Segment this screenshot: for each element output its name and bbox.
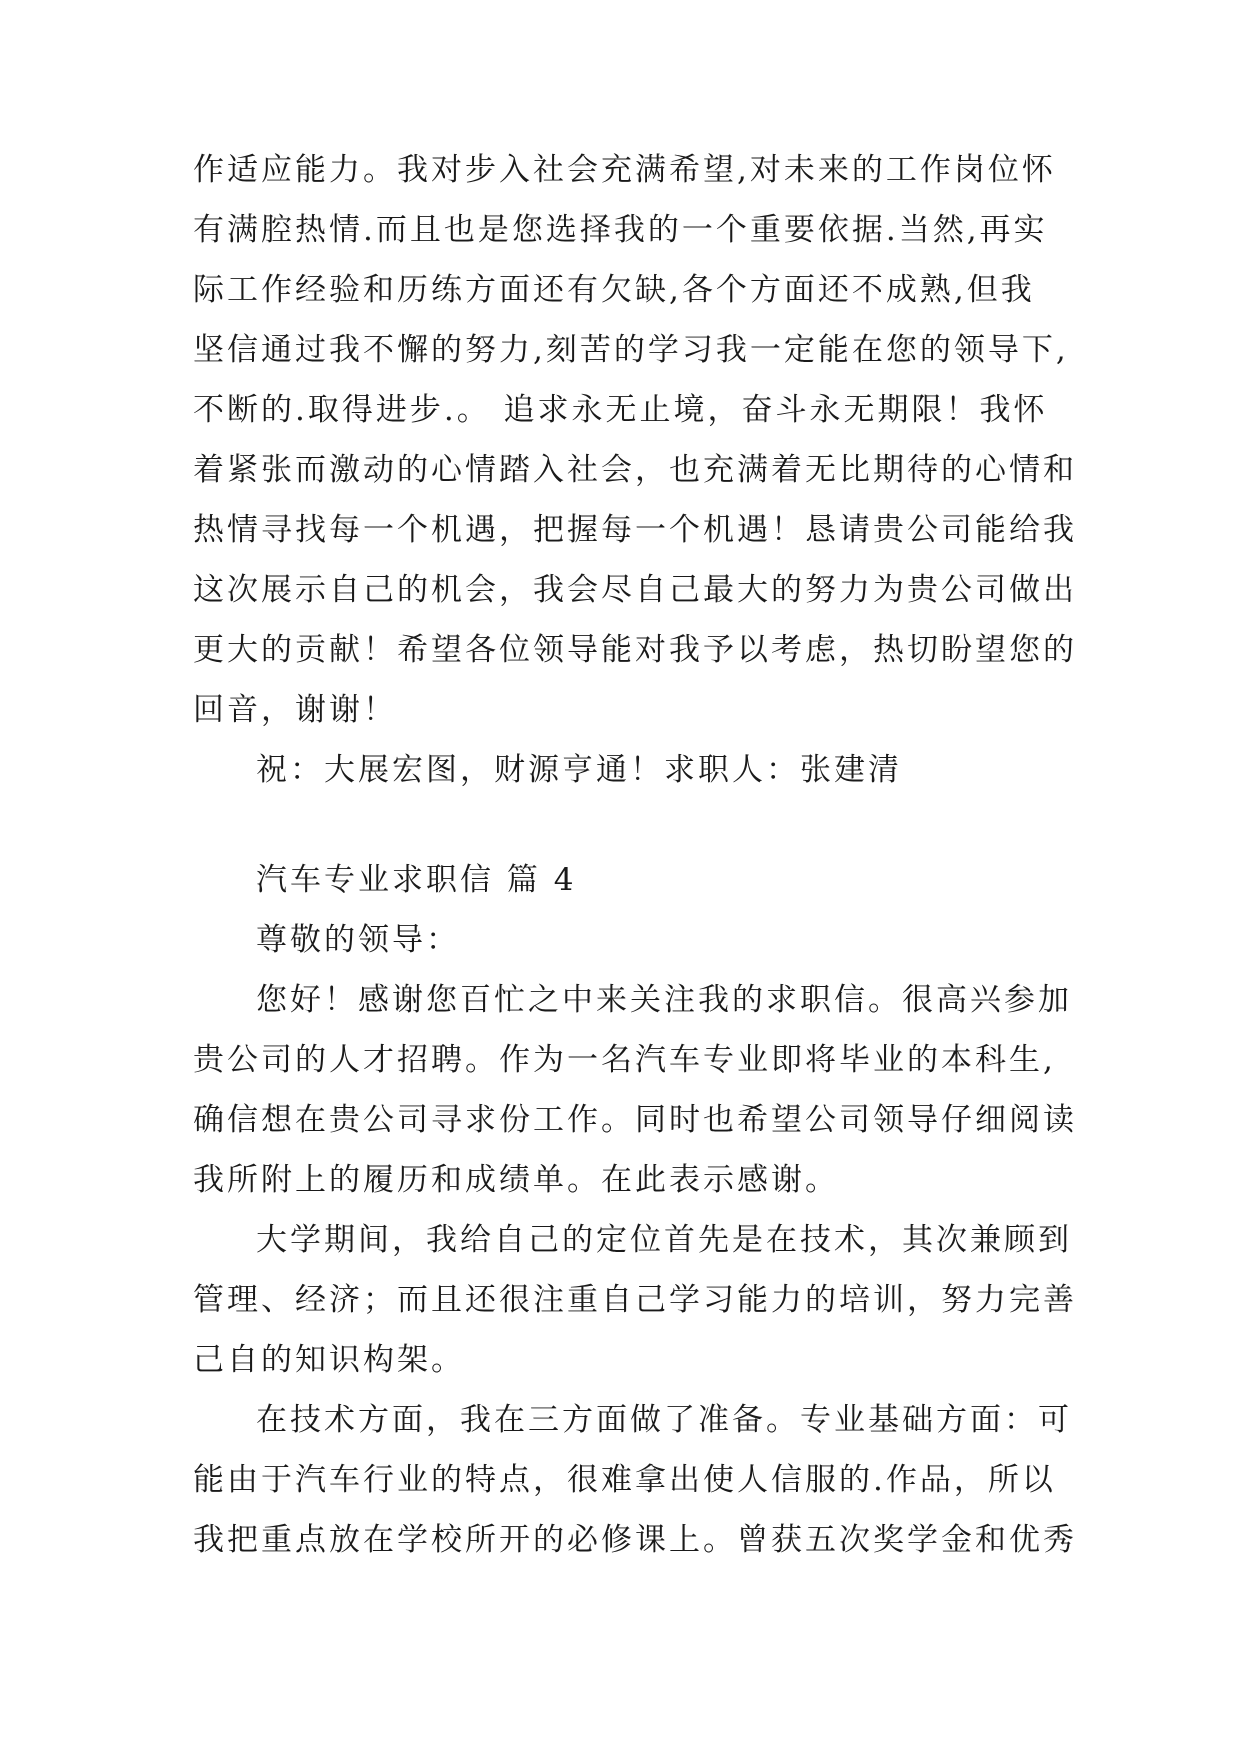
text-line: 大学期间，我给自己的定位首先是在技术，其次兼顾到 xyxy=(256,1222,1072,1258)
text-line: 回音，谢谢！ xyxy=(193,692,397,728)
text-line: 热情寻找每一个机遇，把握每一个机遇！恳请贵公司能给我 xyxy=(193,512,1077,548)
text-line: 我所附上的履历和成绩单。在此表示感谢。 xyxy=(193,1162,839,1198)
text-line: 在技术方面，我在三方面做了准备。专业基础方面：可 xyxy=(256,1402,1072,1438)
section-heading: 汽车专业求职信 篇 4 xyxy=(256,862,577,898)
text-line: 这次展示自己的机会，我会尽自己最大的努力为贵公司做出 xyxy=(193,572,1077,608)
text-line: 您好！感谢您百忙之中来关注我的求职信。很高兴参加 xyxy=(256,982,1072,1018)
text-line: 际工作经验和历练方面还有欠缺,各个方面还不成熟,但我 xyxy=(193,272,1035,308)
closing-line: 祝：大展宏图，财源亨通！求职人：张建清 xyxy=(256,752,902,788)
text-line: 更大的贡献！希望各位领导能对我予以考虑，热切盼望您的 xyxy=(193,632,1077,668)
text-line: 贵公司的人才招聘。作为一名汽车专业即将毕业的本科生, xyxy=(193,1042,1056,1078)
text-line: 不断的.取得进步.。 追求永无止境，奋斗永无期限！我怀 xyxy=(193,392,1048,428)
text-line: 着紧张而激动的心情踏入社会，也充满着无比期待的心情和 xyxy=(193,452,1077,488)
text-line: 能由于汽车行业的特点，很难拿出使人信服的.作品，所以 xyxy=(193,1462,1056,1498)
text-line: 坚信通过我不懈的努力,刻苦的学习我一定能在您的领导下, xyxy=(193,332,1069,368)
text-line: 有满腔热情.而且也是您选择我的一个重要依据.当然,再实 xyxy=(193,212,1048,248)
text-line: 作适应能力。我对步入社会充满希望,对未来的工作岗位怀 xyxy=(193,152,1056,188)
text-line: 管理、经济；而且还很注重自己学习能力的培训，努力完善 xyxy=(193,1282,1077,1318)
text-line: 确信想在贵公司寻求份工作。同时也希望公司领导仔细阅读 xyxy=(193,1102,1077,1138)
salutation: 尊敬的领导： xyxy=(256,922,460,958)
text-line: 己自的知识构架。 xyxy=(193,1342,465,1378)
text-line: 我把重点放在学校所开的必修课上。曾获五次奖学金和优秀 xyxy=(193,1522,1077,1558)
